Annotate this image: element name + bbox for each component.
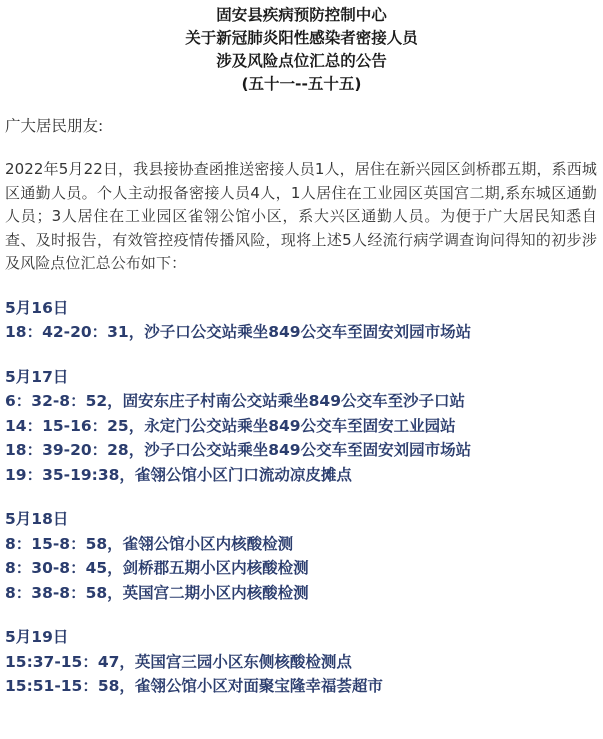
- section-date: 5月16日: [5, 298, 69, 317]
- title-line-2: 关于新冠肺炎阳性感染者密接人员: [185, 29, 418, 47]
- greeting: 广大居民朋友:: [5, 117, 104, 135]
- title-line-1: 固安县疾病预防控制中心: [216, 6, 387, 24]
- risk-entry: 15:37-15：47，英国宫三园小区东侧核酸检测点: [5, 652, 352, 671]
- risk-entry: 18：42-20：31，沙子口公交站乘坐849公交车至固安刘园市场站: [5, 323, 472, 341]
- risk-entry: 8：15-8：58，雀翎公馆小区内核酸检测: [5, 534, 294, 553]
- risk-entry: 19：35-19:38，雀翎公馆小区门口流动凉皮摊点: [5, 465, 352, 484]
- date-section: [5, 625, 603, 699]
- title-line-3: 涉及风险点位汇总的公告: [216, 52, 387, 70]
- announcement-title: [0, 0, 603, 96]
- section-date: 5月18日: [5, 510, 69, 528]
- risk-entry: 8：30-8：45，剑桥郡五期小区内核酸检测: [5, 559, 309, 577]
- risk-entry: 15:51-15：58，雀翎公馆小区对面聚宝隆幸福荟超市: [5, 677, 383, 695]
- risk-entry: 8：38-8：58，英国宫二期小区内核酸检测: [5, 583, 309, 602]
- section-date: 5月17日: [5, 367, 69, 386]
- date-section: [5, 296, 603, 345]
- risk-entry: 6：32-8：52，固安东庄子村南公交站乘坐849公交车至沙子口站: [5, 392, 465, 410]
- section-date: 5月19日: [5, 628, 69, 646]
- date-section: [5, 507, 603, 605]
- risk-entry: 14：15-16：25，永定门公交站乘坐849公交车至固安工业园站: [5, 416, 456, 435]
- risk-locations-list: [0, 296, 603, 699]
- title-line-4: (五十一--五十五): [241, 75, 362, 93]
- intro-paragraph: 2022年5月22日，我县接协查函推送密接人员1人，居住在新兴园区剑桥郡五期，系西城区通勤人员。个人主动报备密接人员4人，1人居住在工业园区英国宫二期,系东城区通勤人员；3人居住在工业园区雀翎公馆小区，系大兴区通勤人员。为便于广大居民知悉自查、及时报告，有效管控疫情传播风险，现将上述5人经流行病学调查询问得知的初步涉及风险点位汇总公布如下：: [5, 160, 597, 272]
- risk-entry: 18：39-20：28，沙子口公交站乘坐849公交车至固安刘园市场站: [5, 441, 472, 459]
- date-section: [5, 365, 603, 488]
